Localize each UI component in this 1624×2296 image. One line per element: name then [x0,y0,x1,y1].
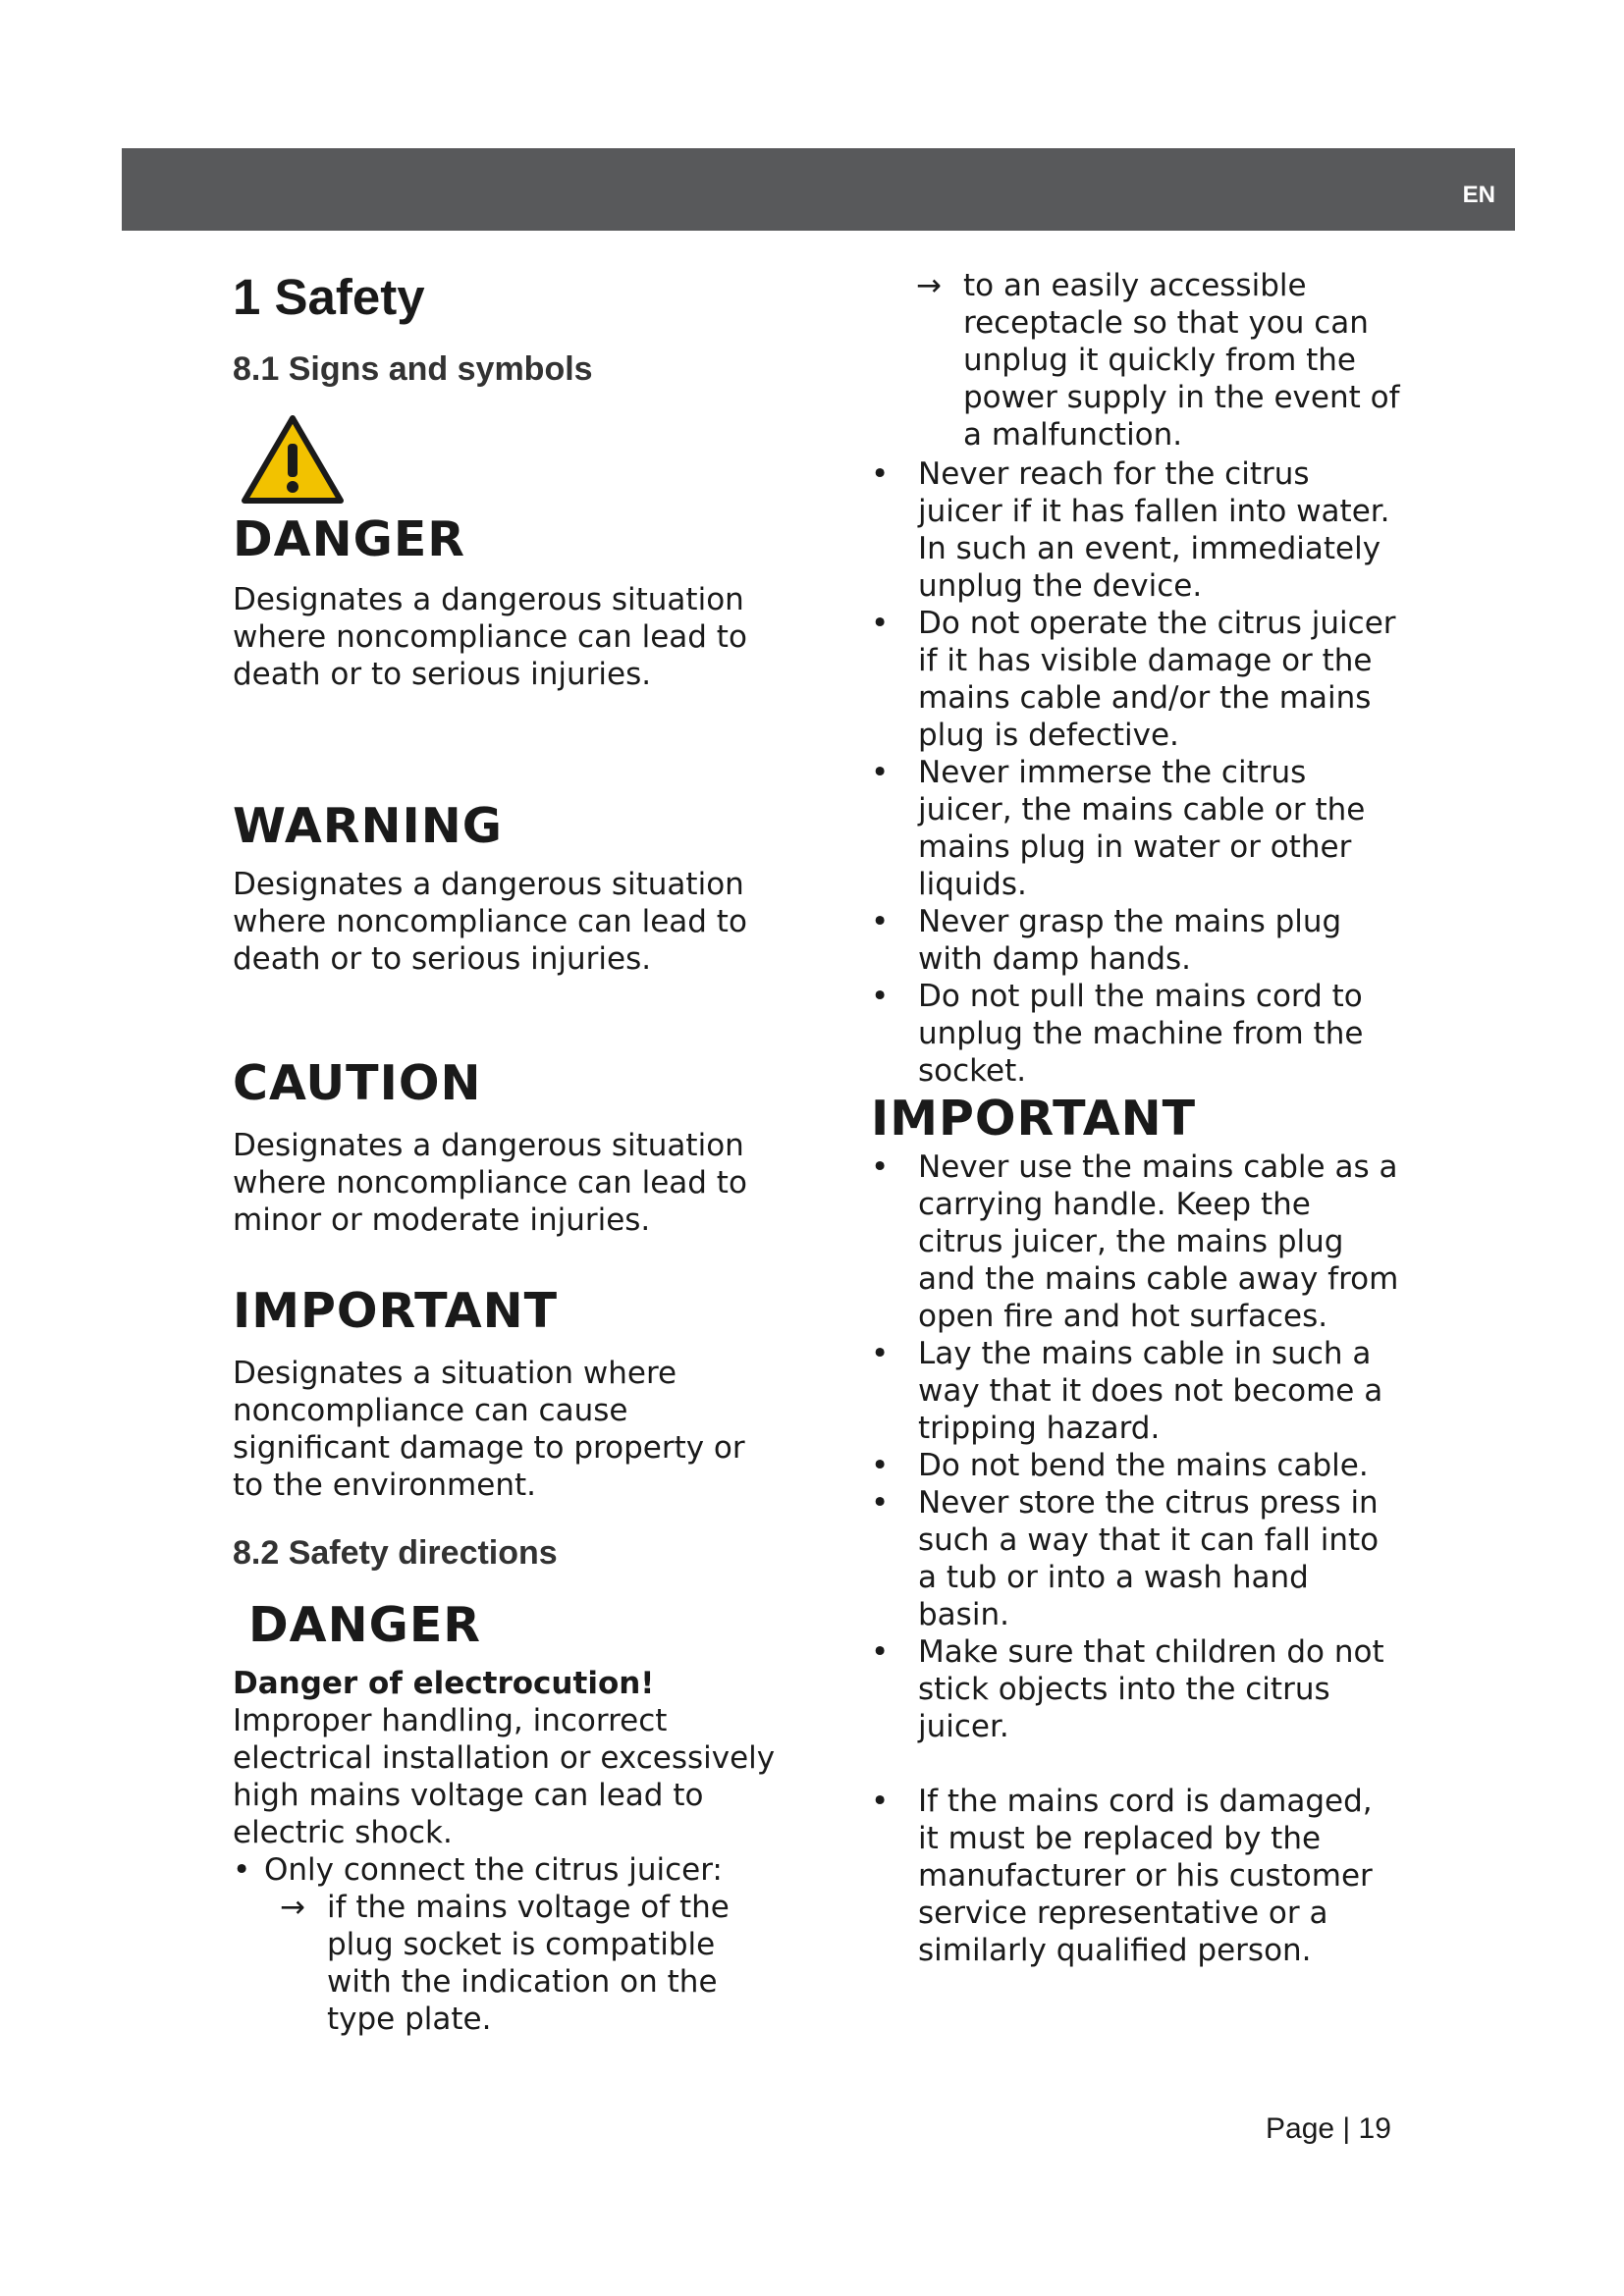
list-item-text: If the mains cord is damaged, it must be replaced by the manufacturer or his customer service representative or a similarly qualified person. [918,1784,1373,1968]
list-item-text: Do not bend the mains cable. [918,1448,1369,1483]
arrow-item-text: to an easily accessible receptacle so that you can unplug it quickly from the power supply in the event of a malfunction. [963,268,1400,453]
page-number: Page | 19 [1266,2112,1391,2145]
bullet-dot-icon: • [871,904,890,939]
danger-heading: DANGER [233,511,466,567]
safety-list-1 [871,455,1401,1090]
list-item [871,1447,1401,1484]
list-item-text: Never reach for the citrus juicer if it has fallen into water. In such an event, immediately unplug the device. [918,456,1390,604]
arrow-right-icon: → [916,268,942,303]
section-title-directions: 8.2 Safety directions [233,1534,558,1572]
list-item [871,1484,1401,1633]
arrow-right-icon: → [280,1890,305,1925]
list-item [871,1335,1401,1447]
safety-list-3 [871,1783,1401,1969]
chapter-title: 1 Safety [233,269,425,325]
language-label: EN [1462,182,1495,208]
safety-list-2 [871,1148,1401,1745]
list-item-text: Lay the mains cable in such a way that it does not become a tripping hazard. [918,1336,1383,1446]
right-column [871,267,1401,1969]
list-item-text: Never grasp the mains plug with damp hands. [918,904,1342,977]
danger-description: Designates a dangerous situation where noncompliance can lead to death or to serious injuries. [233,582,747,692]
warning-heading: WARNING [233,798,503,854]
connect-list [233,1851,783,1889]
list-item [871,1148,1401,1335]
caution-description: Designates a dangerous situation where noncompliance can lead to minor or moderate injuries. [233,1128,747,1238]
bullet-dot-icon: • [871,1634,890,1670]
bullet-dot-icon: • [233,1852,251,1888]
electrocution-subheading: Danger of electrocution! [233,1666,655,1701]
list-item [871,754,1401,903]
arrow-item [916,267,1425,454]
arrow-item [280,1889,779,2038]
caution-heading: CAUTION [233,1055,482,1111]
important-description: Designates a situation where noncompliance can cause significant damage to property or to the environment. [233,1356,745,1503]
section-title-signs: 8.1 Signs and symbols [233,350,593,388]
list-item-text: Never use the mains cable as a carrying handle. Keep the citrus juicer, the mains plug and the mains cable away from open fire and hot surfaces. [918,1149,1399,1334]
bullet-dot-icon: • [871,1448,890,1483]
warning-description: Designates a dangerous situation where noncompliance can lead to death or to serious injuries. [233,867,747,977]
bullet-dot-icon: • [871,606,890,641]
header-bar [122,148,1515,231]
list-item [871,605,1401,754]
bullet-dot-icon: • [871,979,890,1014]
left-column [233,267,783,2038]
important2-heading: IMPORTANT [871,1091,1197,1147]
bullet-dot-icon: • [871,1784,890,1819]
bullet-dot-icon: • [871,1149,890,1185]
arrow-item-text: if the mains voltage of the plug socket is compatible with the indication on the type plate. [327,1890,730,2037]
bullet-dot-icon: • [871,1485,890,1521]
list-item [871,978,1401,1090]
list-item-text: Never store the citrus press in such a way that it can fall into a tub or into a wash hand basin. [918,1485,1380,1632]
list-item [871,1633,1401,1745]
bullet-dot-icon: • [871,456,890,492]
list-item-text: Only connect the citrus juicer: [264,1852,723,1888]
list-item [233,1851,783,1889]
list-item-text: Never immerse the citrus juicer, the mains cable or the mains plug in water or other liquids. [918,755,1366,902]
list-item [871,1783,1401,1969]
bullet-dot-icon: • [871,1336,890,1371]
electrocution-text: Improper handling, incorrect electrical installation or excessively high mains voltage can lead to electric shock. [233,1703,776,1850]
list-item-text: Do not operate the citrus juicer if it has visible damage or the mains cable and/or the mains plug is defective. [918,606,1396,753]
list-item [871,455,1401,605]
important-heading: IMPORTANT [233,1283,559,1339]
list-item-text: Do not pull the mains cord to unplug the machine from the socket. [918,979,1364,1089]
warning-triangle-icon [239,412,347,508]
bullet-dot-icon: • [871,755,890,790]
list-item-text: Make sure that children do not stick objects into the citrus juicer. [918,1634,1384,1744]
danger2-heading: DANGER [248,1597,482,1653]
list-item [871,903,1401,978]
